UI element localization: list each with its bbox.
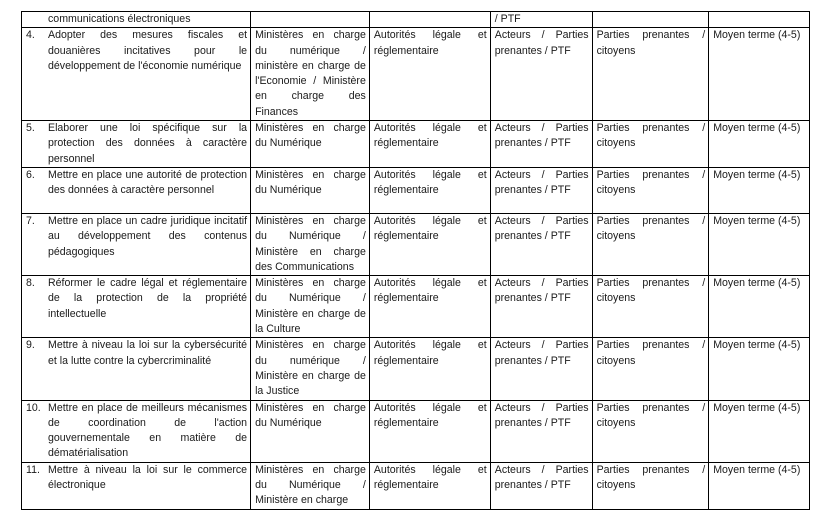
action-number: 4. bbox=[26, 29, 35, 42]
term-cell bbox=[709, 12, 810, 28]
actors-cell: Acteurs / Parties prenantes / PTF bbox=[490, 167, 592, 213]
term-cell: Moyen terme (4-5) bbox=[709, 213, 810, 275]
actors-cell: / PTF bbox=[490, 12, 592, 28]
action-cell bbox=[22, 121, 251, 168]
authorities-cell: Autorités légale et réglementaire bbox=[369, 167, 490, 213]
responsible-cell: Ministères en charge du numérique / Ministère en charge de la Justice bbox=[251, 338, 370, 400]
actors-cell: Acteurs / Parties prenantes / PTF bbox=[490, 28, 592, 121]
authorities-cell: Autorités légale et réglementaire bbox=[369, 400, 490, 462]
action-number: 9. bbox=[26, 339, 35, 352]
action-text: Mettre à niveau la loi sur la cybersécurité et la lutte contre la cybercriminalité bbox=[48, 339, 248, 367]
authorities-cell: Autorités légale et réglementaire bbox=[369, 338, 490, 400]
actors-cell: Acteurs / Parties prenantes / PTF bbox=[490, 213, 592, 275]
responsible-cell: Ministères en charge du numérique / ministère en charge de l'Economie / Ministère en charge des Finances bbox=[251, 28, 370, 121]
action-plan-table bbox=[21, 11, 810, 510]
responsible-cell: Ministères en charge du Numérique / Ministère en charge de la Culture bbox=[251, 276, 370, 338]
actors-cell: Acteurs / Parties prenantes / PTF bbox=[490, 400, 592, 462]
stakeholders-cell: Parties prenantes / citoyens bbox=[592, 276, 709, 338]
action-cell bbox=[22, 276, 251, 338]
table-row bbox=[22, 213, 810, 275]
action-cell bbox=[22, 213, 251, 275]
table-row bbox=[22, 400, 810, 462]
authorities-cell: Autorités légale et réglementaire bbox=[369, 28, 490, 121]
authorities-cell bbox=[369, 12, 490, 28]
table-row bbox=[22, 12, 810, 28]
action-text: Mettre en place une autorité de protection des données à caractère personnel bbox=[48, 168, 248, 197]
term-cell: Moyen terme (4-5) bbox=[709, 400, 810, 462]
stakeholders-cell: Parties prenantes / citoyens bbox=[592, 28, 709, 121]
action-cell bbox=[22, 400, 251, 462]
action-text: Elaborer une loi spécifique sur la protection des données à caractère personnel bbox=[48, 122, 248, 165]
term-cell: Moyen terme (4-5) bbox=[709, 338, 810, 400]
action-number bbox=[26, 12, 48, 27]
action-cell bbox=[22, 28, 251, 121]
actors-cell: Acteurs / Parties prenantes / PTF bbox=[490, 338, 592, 400]
responsible-cell: Ministères en charge du Numérique bbox=[251, 400, 370, 462]
stakeholders-cell: Parties prenantes / citoyens bbox=[592, 167, 709, 213]
authorities-cell: Autorités légale et réglementaire bbox=[369, 276, 490, 338]
table-row bbox=[22, 462, 810, 509]
action-number: 8. bbox=[26, 277, 35, 290]
action-text: Réformer le cadre légal et réglementaire de la protection de la propriété intellectuelle bbox=[48, 277, 248, 320]
action-text: Mettre en place de meilleurs mécanismes de coordination de l'action gouvernementale en matière de dématérialisation bbox=[48, 401, 248, 460]
term-cell: Moyen terme (4-5) bbox=[709, 28, 810, 121]
action-text: Adopter des mesures fiscales et douanières incitatives pour le développement de l'économie numérique bbox=[48, 29, 248, 72]
stakeholders-cell: Parties prenantes / citoyens bbox=[592, 338, 709, 400]
action-number: 11. bbox=[26, 463, 40, 476]
term-cell: Moyen terme (4-5) bbox=[709, 462, 810, 509]
table-row bbox=[22, 121, 810, 168]
authorities-cell: Autorités légale et réglementaire bbox=[369, 213, 490, 275]
table-row bbox=[22, 276, 810, 338]
stakeholders-cell: Parties prenantes / citoyens bbox=[592, 213, 709, 275]
responsible-cell: Ministères en charge du Numérique bbox=[251, 121, 370, 168]
table-row bbox=[22, 28, 810, 121]
term-cell: Moyen terme (4-5) bbox=[709, 121, 810, 168]
action-text: Mettre en place un cadre juridique incitatif au développement des contenus pédagogiques bbox=[48, 214, 248, 258]
responsible-cell: Ministères en charge du Numérique / Ministère en charge bbox=[251, 462, 370, 509]
action-number: 6. bbox=[26, 168, 35, 181]
table-row bbox=[22, 167, 810, 213]
authorities-cell: Autorités légale et réglementaire bbox=[369, 121, 490, 168]
term-cell: Moyen terme (4-5) bbox=[709, 276, 810, 338]
actors-cell: Acteurs / Parties prenantes / PTF bbox=[490, 276, 592, 338]
table-row bbox=[22, 338, 810, 400]
stakeholders-cell bbox=[592, 12, 709, 28]
action-number: 7. bbox=[26, 214, 35, 227]
stakeholders-cell: Parties prenantes / citoyens bbox=[592, 121, 709, 168]
action-text: Mettre à niveau la loi sur le commerce électronique bbox=[48, 463, 248, 492]
action-number: 5. bbox=[26, 122, 35, 135]
responsible-cell: Ministères en charge du Numérique / Ministère en charge des Communications bbox=[251, 213, 370, 275]
action-cell bbox=[22, 12, 251, 28]
actors-cell: Acteurs / Parties prenantes / PTF bbox=[490, 462, 592, 509]
stakeholders-cell: Parties prenantes / citoyens bbox=[592, 400, 709, 462]
action-text: communications électroniques bbox=[48, 13, 191, 25]
responsible-cell: Ministères en charge du Numérique bbox=[251, 167, 370, 213]
actors-cell: Acteurs / Parties prenantes / PTF bbox=[490, 121, 592, 168]
action-cell bbox=[22, 462, 251, 509]
action-number: 10. bbox=[26, 401, 41, 414]
term-cell: Moyen terme (4-5) bbox=[709, 167, 810, 213]
action-cell bbox=[22, 167, 251, 213]
responsible-cell bbox=[251, 12, 370, 28]
action-cell bbox=[22, 338, 251, 400]
stakeholders-cell: Parties prenantes / citoyens bbox=[592, 462, 709, 509]
authorities-cell: Autorités légale et réglementaire bbox=[369, 462, 490, 509]
